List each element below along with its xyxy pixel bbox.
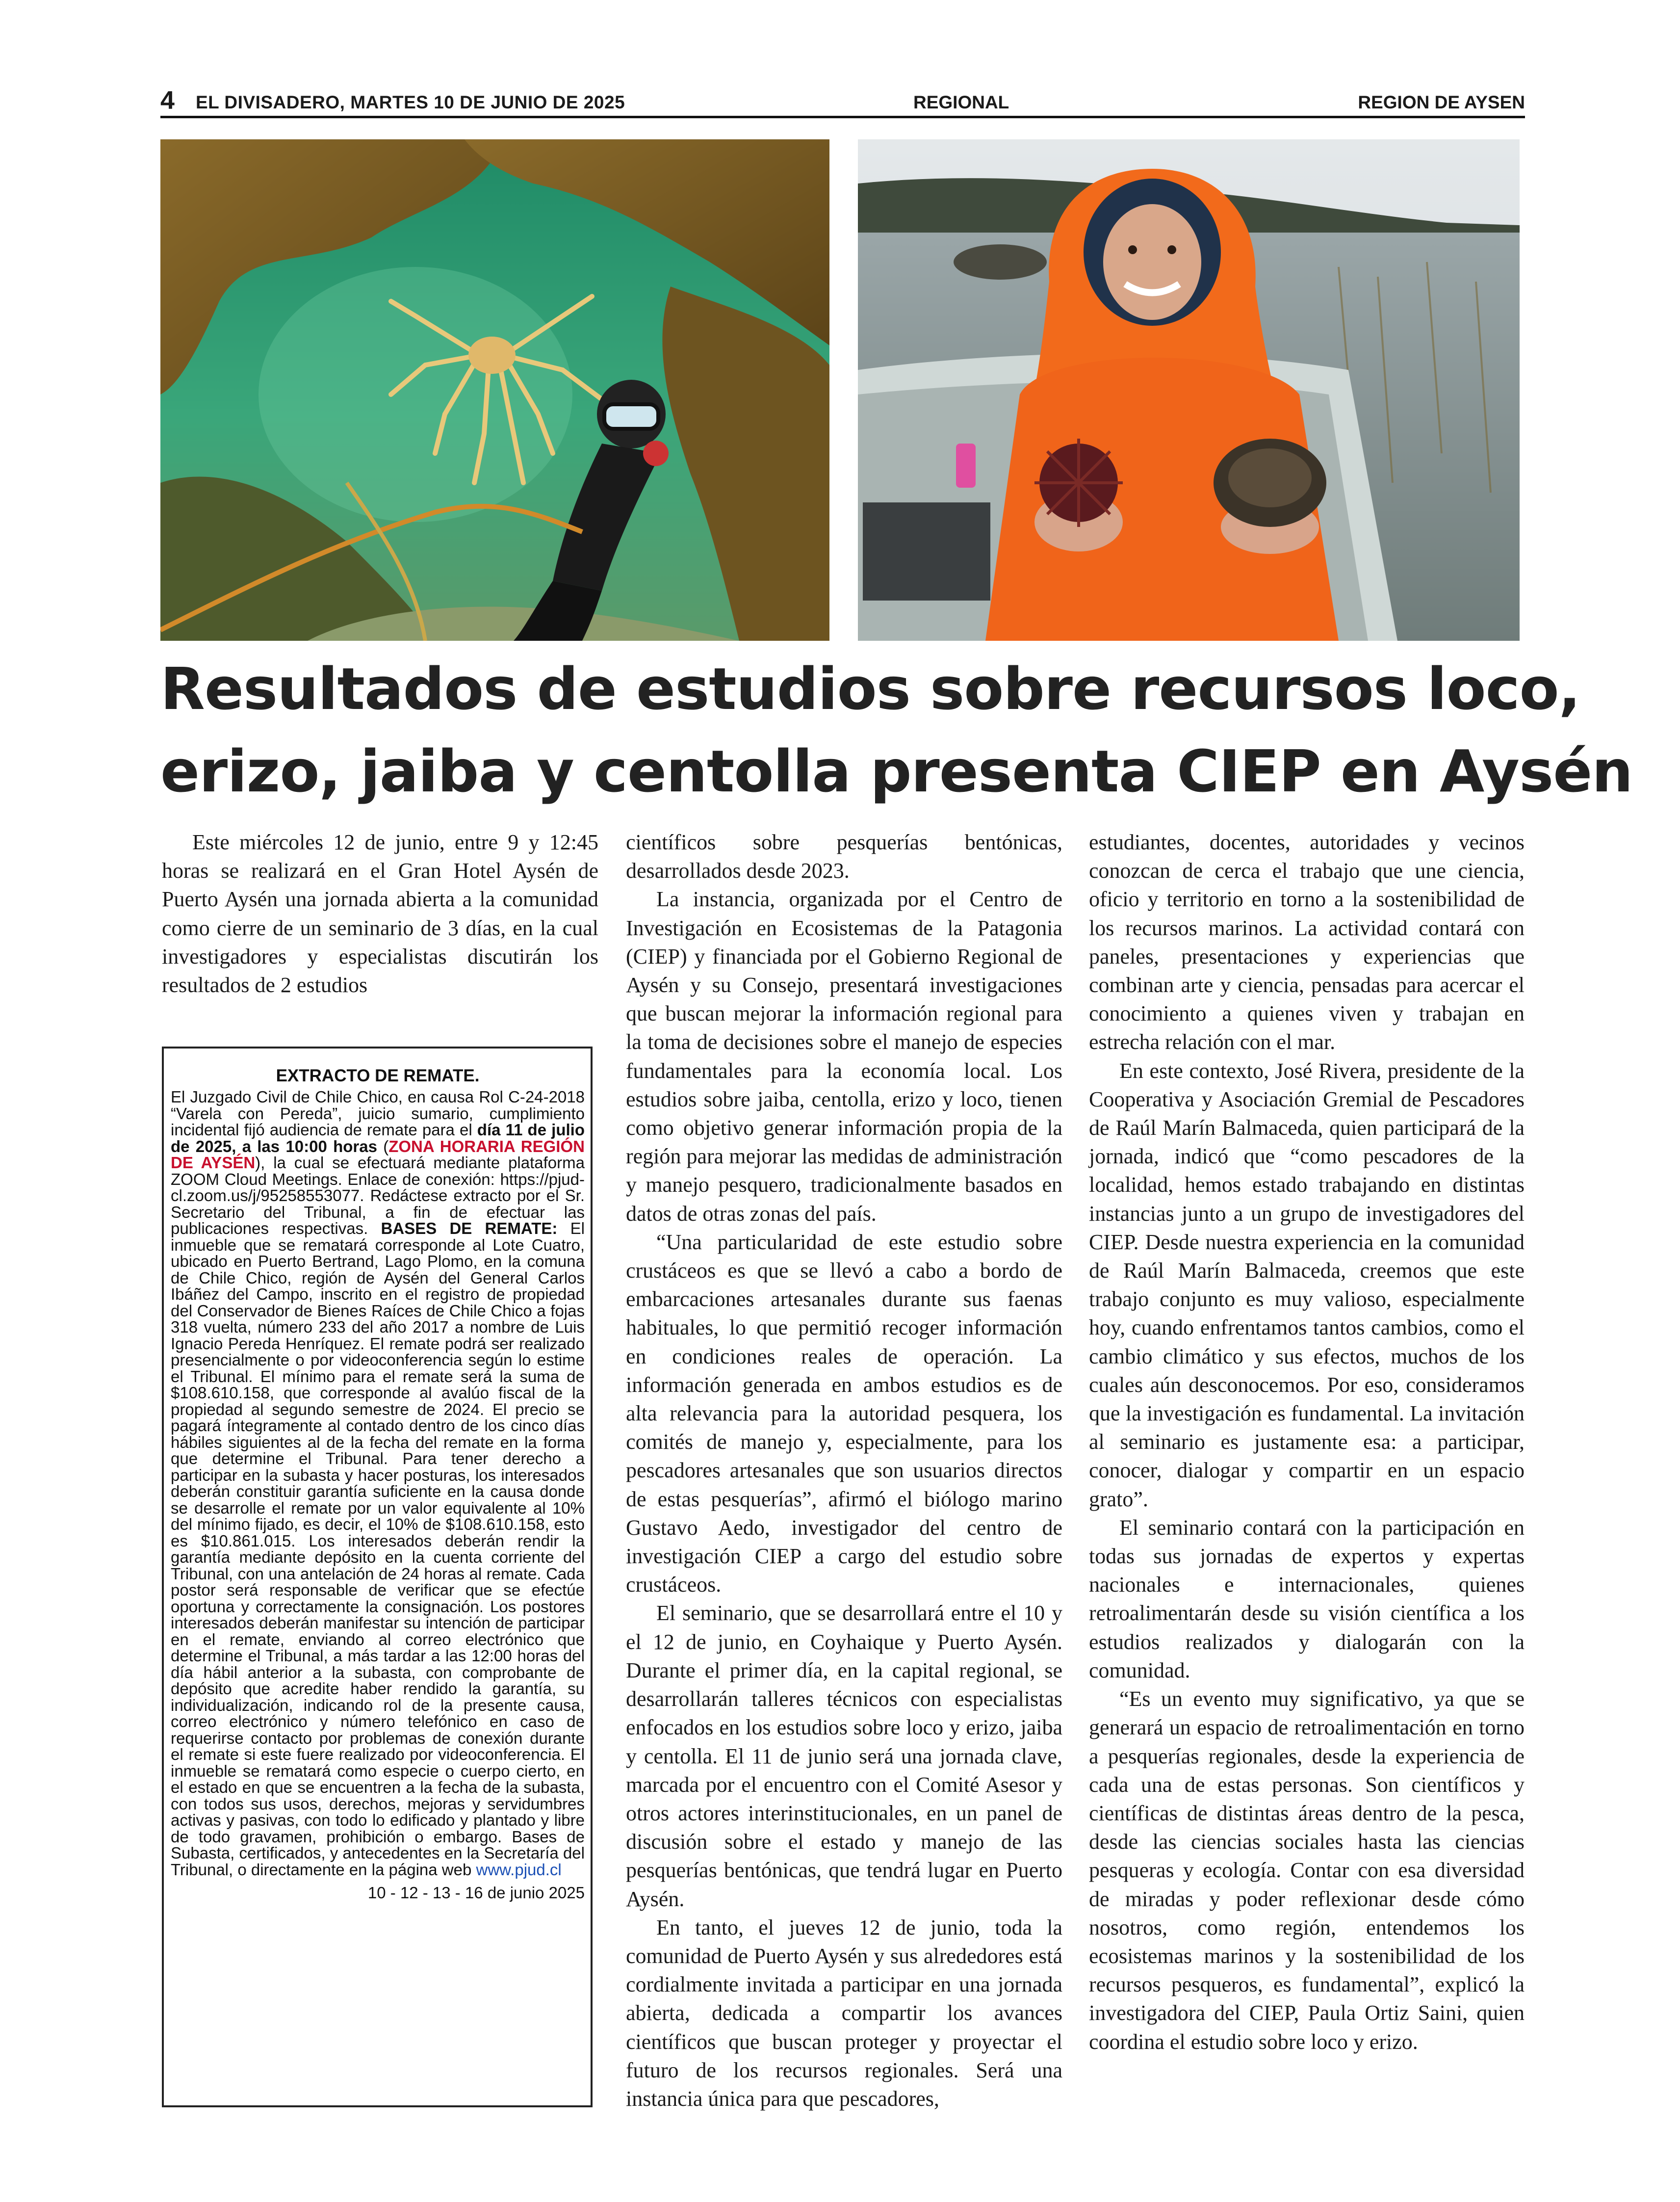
article-paragraph: científicos sobre pesquerías bentónicas, desarrollados desde 2023. bbox=[626, 830, 1062, 883]
notice-bases-heading: BASES DE REMATE: bbox=[381, 1219, 558, 1237]
article-paragraph: La instancia, organizada por el Centro de Investigación en Ecosistemas de la Patagonia (CIEP) y financiada por el Gobierno Regional de Aysén y su Consejo, presentará investigaciones que buscan mejorar la información regional para la toma de decisiones sobre el manejo de especies fundamentales para la economía local. Los estudios sobre jaiba, centolla, erizo y loco, tienen como objetivo generar información propia de la región para mejorar las medidas de administración y manejo pesquero, tradicionalmente basados en datos de otras zonas del país. bbox=[626, 887, 1062, 1226]
article-paragraph: En tanto, el jueves 12 de junio, toda la comunidad de Puerto Aysén y sus alrededores está cordialmente invitada a participar en una jornada abierta, dedicada a compartir los avances científicos que buscan proteger y proyectar el futuro de los recursos regionales. Será una instancia única para que pescadores, bbox=[626, 1915, 1062, 2111]
headline-line-2: erizo, jaiba y centolla presenta CIEP en Aysén bbox=[160, 737, 1633, 805]
notice-title: EXTRACTO DE REMATE. bbox=[276, 1066, 480, 1085]
publication-date: EL DIVISADERO, MARTES 10 DE JUNIO DE 2025 bbox=[196, 92, 625, 112]
article-paragraph: “Una particularidad de este estudio sobre crustáceos es que se llevó a cabo a bordo de embarcaciones artesanales durante sus faenas habituales, lo que permitió recoger información en condiciones reales de operación. La información generada en ambos estudios es de alta relevancia para la autoridad pesquera, los comités de manejo y, especialmente, para los pescadores artesanales que son usuarios directos de estas pesquerías”, afirmó el biólogo marino Gustavo Aedo, investigador del centro de investigación CIEP a cargo del estudio sobre crustáceos. bbox=[626, 1230, 1062, 1597]
notice-auction-date: día 11 de julio de 2025, a las 10:00 horas bbox=[171, 1121, 585, 1155]
article-paragraph: En este contexto, José Rivera, presidente de la Cooperativa y Asociación Gremial de Pescadores de Raúl Marín Balmaceda, quien participará de la jornada, indicó que “como pescadores de la localidad, hemos estado trabajando en distintas instancias junto a un grupo de investigadores del CIEP. Desde nuestra experiencia en la comunidad de Raúl Marín Balmaceda, creemos que este trabajo conjunto es muy valioso, especialmente hoy, cuando enfrentamos tantos cambios, como el cambio climático y sus efectos, muchos de los cuales aún desconocemos. Por eso, consideramos que la investigación es fundamental. La invitación al seminario es justamente esa: a participar, conocer, dialogar y compartir en un espacio grato”. bbox=[1089, 1058, 1525, 1511]
headline-line-1: Resultados de estudios sobre recursos loco, bbox=[160, 655, 1580, 723]
article-paragraph: estudiantes, docentes, autoridades y vecinos conozcan de cerca el trabajo que une ciencia, oficio y territorio en torno a la sostenibilidad de los recursos marinos. La actividad contará con paneles, presentaciones y experiencias que combinan arte y ciencia, pensadas para acercar el conocimiento a quienes viven y trabajan en estrecha relación con el mar. bbox=[1089, 830, 1525, 1054]
notice-body bbox=[171, 1089, 585, 1878]
underwater-diver-crab-photo bbox=[160, 139, 829, 641]
notice-text: ), la cual se efectuará mediante plataforma ZOOM Cloud Meetings. Enlace de conexión: https://pjud-cl.zoom.us/j/95258553077. Redáctese extracto por el Sr. Secretario del Tribunal, a fin de efectuar las publicaciones respectivas. bbox=[171, 1153, 585, 1237]
page-number: 4 bbox=[160, 86, 175, 115]
article-column-3 bbox=[1089, 828, 1525, 2056]
notice-text: ( bbox=[377, 1137, 389, 1155]
notice-publication-dates: 10 - 12 - 13 - 16 de junio 2025 bbox=[367, 1884, 585, 1902]
article-paragraph: El seminario contará con la participación en todas sus jornadas de expertos y expertas nacionales e internacionales, quienes retroalimentarán desde su visión científica a los estudios realizados y dialogarán con la comunidad. bbox=[1089, 1515, 1525, 1682]
pjud-web-link[interactable]: www.pjud.cl bbox=[476, 1860, 562, 1879]
legal-notice-box bbox=[162, 1047, 593, 2107]
region-label: REGION DE AYSEN bbox=[1358, 92, 1525, 112]
notice-time-zone: ZONA HORARIA REGIÓN DE AYSÉN bbox=[171, 1137, 585, 1172]
article-paragraph: “Es un evento muy significativo, ya que se generará un espacio de retroalimentación en torno a pesquerías regionales, desde la experiencia de cada una de estas personas. Son científicos y científicas de distintas áreas dentro de la pesca, desde las ciencias sociales hasta las ciencias pesqueras y ecología. Contar con esa diversidad de miradas y poder reflexionar desde cómo nosotros, como región, entendemos los ecosistemas marinos y la sostenibilidad de los recursos pesqueros, es fundamental”, explicó la investigadora del CIEP, Paula Ortiz Saini, quien coordina el estudio sobre loco y erizo. bbox=[1089, 1687, 1525, 2054]
article-column-2 bbox=[626, 828, 1062, 2113]
page-header bbox=[160, 86, 1525, 116]
article-column-1 bbox=[162, 828, 598, 999]
notice-text: El Juzgado Civil de Chile Chico, en causa Rol C-24-2018 “Varela con Pereda”, juicio sumario, cumplimiento incidental fijó audiencia de remate para el bbox=[171, 1088, 585, 1139]
article-headline bbox=[160, 648, 1633, 813]
article-paragraph: Este miércoles 12 de junio, entre 9 y 12:45 horas se realizará en el Gran Hotel Aysén de Puerto Aysén una jornada abierta a la comunidad como cierre de un seminario de 3 días, en la cual investigadores y especialistas discutirán los resultados de 2 estudios bbox=[162, 830, 598, 997]
section-label: REGIONAL bbox=[913, 92, 1009, 112]
notice-text: El inmueble que se rematará corresponde al Lote Cuatro, ubicado en Puerto Bertrand, Lago Plomo, en la comuna de Chile Chico, región de Aysén del General Carlos Ibáñez del Campo, inscrito en el registro de propiedad del Conservador de Bienes Raíces de Chile Chico a fojas 318 vuelta, número 233 del año 2017 a nombre de Luis Ignacio Pereda Henríquez. El remate podrá ser realizado presencialmente o por videoconferencia según lo estime el Tribunal. El mínimo para el remate será la suma de $108.610.158, que corresponde al avalúo fiscal de la propiedad al segundo semestre de 2024. El precio se pagará íntegramente al contado dentro de los cinco días hábiles siguientes al de la fecha del remate en la forma que determine el Tribunal. Para tener derecho a participar en la subasta y hacer posturas, los interesados deberán constituir garantía suficiente en la causa donde se desarrolle el remate por un valor equivalente al 10% del mínimo fijado, es decir, el 10% de $108.610.158, esto es $10.861.015. Los interesados deberán rendir la garantía mediante depósito en la cuenta corriente del Tribunal, con una antelación de 24 horas al remate. Cada postor será responsable de verificar que se efectúe oportuna y correctamente la consignación. Los postores interesados deberán manifestar su intención de participar en el remate, enviando al correo electrónico que determine el Tribunal, a más tardar a las 12:00 horas del día hábil anterior a la subasta, con comprobante de depósito que acredite haber rendido la garantía, su individualización, indicando rol de la presente causa, correo electrónico y número telefónico en caso de requerirse contacto por problemas de conexión durante el remate si este fuere realizado por videoconferencia. El inmueble se rematará como especie o cuerpo cierto, en el estado en que se encuentren a la fecha de la subasta, con todos sus usos, derechos, mejoras y servidumbres activas y pasivas, con todo lo edificado y plantado y libre de todo gravamen, prohibición o embargo. Bases de Subasta, certificados, y antecedentes en la Secretaría del Tribunal, o directamente en la página web bbox=[171, 1219, 585, 1879]
fisher-woman-sea-urchin-photo bbox=[858, 139, 1520, 641]
article-paragraph: El seminario, que se desarrollará entre el 10 y el 12 de junio, en Coyhaique y Puerto Aysén. Durante el primer día, en la capital regional, se desarrollarán talleres técnicos con especialistas enfocados en los estudios sobre loco y erizo, jaiba y centolla. El 11 de junio será una jornada clave, marcada por el encuentro con el Comité Asesor y otros actores interinstitucionales, en un panel de discusión sobre el estado y manejo de las pesquerías bentónicas, que tendrá lugar en Puerto Aysén. bbox=[626, 1601, 1062, 1911]
header-rule bbox=[160, 116, 1525, 118]
